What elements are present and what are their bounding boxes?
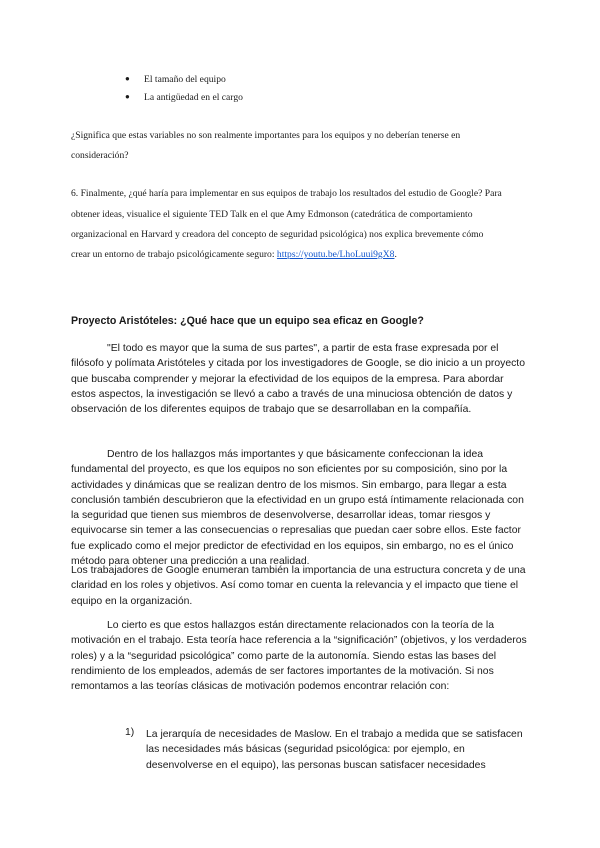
paragraph-2-text: Dentro de los hallazgos más importantes y que básicamente confeccionan la idea fundamental del proyecto, es que los equipos no son eficientes por su composición, sino por la actividades y dinámicas que se realizan dentro de los mismos. Sin embargo, para llegar a esta conclusión también descubrieron que la efectividad en un grupo está íntimamente relacionada con la seguridad que tienen sus miembros de desenvolverse, desarrollar ideas, tomar riesgos y equivocarse sin temer a las consecuencias o represalias que puedan caer sobre ellos. Este factor fue explicado como el mejor predictor de efectividad en los equipos, sin embargo, no es el único método para obtener una predicción a una realidad. bbox=[71, 449, 524, 568]
paragraph-1-text: "El todo es mayor que la suma de sus partes", a partir de esta frase expresada por el filósofo y polímata Aristóteles y citada por los investigadores de Google, se dio inicio a un proyecto que buscaba comprender y mejorar la efectividad de los equipos de la empresa. Para abordar estos aspectos, la investigación se llevó a cabo a través de una minuciosa obtención de datos y observación de los diferentes equipos de trabajo que se desarrollaban en la compañía. bbox=[71, 343, 525, 416]
list-number: 1) bbox=[125, 727, 135, 738]
paragraph-2 bbox=[71, 447, 529, 569]
ted-talk-link[interactable]: https://youtu.be/LhoLuui9gX8 bbox=[276, 249, 395, 260]
bullet-text: El tamaño del equipo bbox=[144, 74, 226, 85]
item6-line-4 bbox=[71, 249, 397, 260]
paragraph-1 bbox=[71, 341, 529, 417]
list-item-text: La jerarquía de necesidades de Maslow. En el trabajo a medida que se satisfacen las necesidades más básicas (seguridad psicológica: por ejemplo, en desenvolverse en el equipo), las personas buscan satisfacer necesidades bbox=[146, 729, 523, 771]
item6-line-3: organizacional en Harvard y creadora del concepto de seguridad psicológica) nos explica brevemente cómo bbox=[71, 229, 484, 240]
question-line-2: consideración? bbox=[71, 150, 129, 161]
paragraph-3 bbox=[71, 618, 529, 694]
bullet-icon: ● bbox=[125, 92, 130, 101]
section-heading: Proyecto Aristóteles: ¿Qué hace que un equipo sea eficaz en Google? bbox=[71, 315, 424, 327]
question-line-1: ¿Significa que estas variables no son realmente importantes para los equipos y no deberían tenerse en bbox=[71, 130, 461, 141]
item6-period: . bbox=[394, 249, 397, 260]
paragraph-2b: Los trabajadores de Google enumeran también la importancia de una estructura concreta y de una claridad en los roles y objetivos. Así como tomar en cuenta la relevancia y el impacto que tiene el equipo en la organización. bbox=[71, 565, 526, 607]
item6-line-2: obtener ideas, visualice el siguiente TED Talk en el que Amy Edmonson (catedrática de comportamiento bbox=[71, 209, 473, 220]
item6-line-1: 6. Finalmente, ¿qué haría para implementar en sus equipos de trabajo los resultados del estudio de Google? Para bbox=[71, 188, 502, 199]
item6-line-4-text: crear un entorno de trabajo psicológicamente seguro: bbox=[71, 249, 277, 260]
paragraph-3-text: Lo cierto es que estos hallazgos están directamente relacionados con la teoría de la motivación en el trabajo. Esta teoría hace referencia a la “significación” (objetivos, y los verdaderos roles) y a la “seguridad psicológica” como parte de la autonomía. Siendo estas las bases del rendimiento de los empleados, además de ser factores importantes de la motivación. Si nos remontamos a las teorías clásicas de motivación podemos encontrar relación con: bbox=[71, 620, 527, 693]
bullet-text: La antigüedad en el cargo bbox=[144, 92, 243, 103]
bullet-icon: ● bbox=[125, 74, 130, 83]
